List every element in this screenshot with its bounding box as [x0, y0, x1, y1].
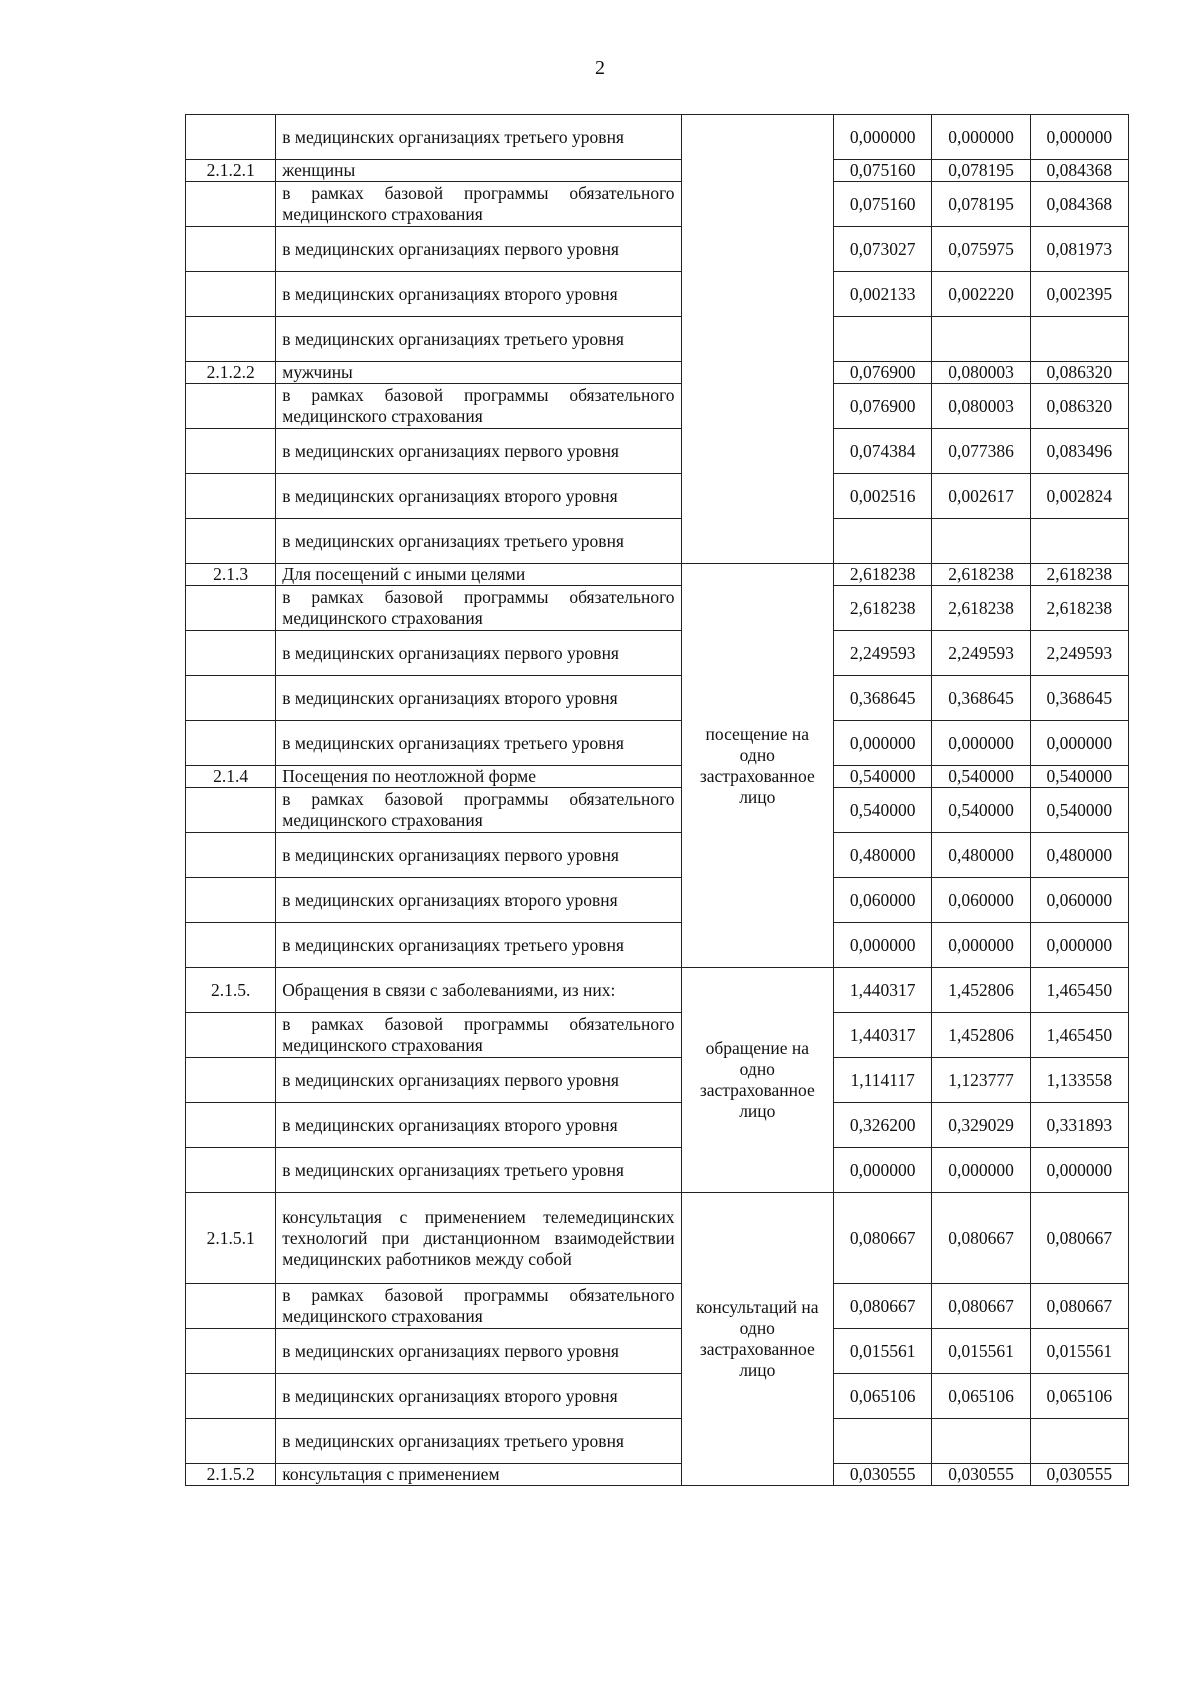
row-name: в медицинских организациях первого уровня: [276, 1329, 681, 1374]
value-cell-3: 0,083496: [1030, 429, 1128, 474]
value-cell-2: 0,060000: [932, 878, 1030, 923]
value-cell-2: 0,368645: [932, 676, 1030, 721]
row-name: в медицинских организациях третьего уровня: [276, 923, 681, 968]
value-cell-2: 0,080003: [932, 362, 1030, 384]
table-row: [186, 968, 1129, 1013]
value-cell-3: 0,065106: [1030, 1374, 1128, 1419]
value-cell-1: 1,440317: [834, 1013, 932, 1058]
value-cell-1: 0,080667: [834, 1193, 932, 1284]
value-cell-3: 0,540000: [1030, 766, 1128, 788]
value-cell-1: 0,076900: [834, 384, 932, 429]
value-cell-3: 0,080667: [1030, 1284, 1128, 1329]
row-name: в рамках базовой программы обязательного медицинского страхования: [276, 586, 681, 631]
row-number: [186, 474, 276, 519]
value-cell-2: 2,618238: [932, 564, 1030, 586]
row-name: в рамках базовой программы обязательного медицинского страхования: [276, 788, 681, 833]
value-cell-2: 0,015561: [932, 1329, 1030, 1374]
value-cell-3: 0,002395: [1030, 272, 1128, 317]
value-cell-1: 0,480000: [834, 833, 932, 878]
value-cell-1: 0,368645: [834, 676, 932, 721]
table-row: [186, 115, 1129, 160]
value-cell-1: 1,114117: [834, 1058, 932, 1103]
row-name: в медицинских организациях третьего уровня: [276, 115, 681, 160]
value-cell-2: 0,002617: [932, 474, 1030, 519]
value-cell-1: 2,249593: [834, 631, 932, 676]
value-cell-3: 0,331893: [1030, 1103, 1128, 1148]
value-cell-2: 0,077386: [932, 429, 1030, 474]
value-cell-1: 0,000000: [834, 923, 932, 968]
row-number: [186, 923, 276, 968]
value-cell-3: 0,030555: [1030, 1464, 1128, 1486]
unit-cell: консультаций на одно застрахованное лицо: [681, 1193, 833, 1486]
value-cell-3: 0,015561: [1030, 1329, 1128, 1374]
value-cell-2: 1,123777: [932, 1058, 1030, 1103]
data-table: [185, 114, 1129, 1486]
row-number: [186, 384, 276, 429]
value-cell-3: 0,368645: [1030, 676, 1128, 721]
value-cell-3: 2,249593: [1030, 631, 1128, 676]
value-cell-3: 1,465450: [1030, 1013, 1128, 1058]
row-number: [186, 1374, 276, 1419]
row-number: [186, 1103, 276, 1148]
value-cell-1: 0,073027: [834, 227, 932, 272]
value-cell-1: 0,075160: [834, 182, 932, 227]
table-row: [186, 1329, 1129, 1374]
value-cell-2: 0,075975: [932, 227, 1030, 272]
table-row: [186, 1464, 1129, 1486]
row-name: в медицинских организациях первого уровня: [276, 833, 681, 878]
value-cell-3: 0,000000: [1030, 923, 1128, 968]
row-number: [186, 1013, 276, 1058]
row-name: Для посещений с иными целями: [276, 564, 681, 586]
value-cell-1: [834, 519, 932, 564]
value-cell-3: 0,086320: [1030, 384, 1128, 429]
value-cell-2: 0,000000: [932, 115, 1030, 160]
row-name: женщины: [276, 160, 681, 182]
table-row: [186, 1058, 1129, 1103]
value-cell-1: 0,065106: [834, 1374, 932, 1419]
row-number: [186, 1058, 276, 1103]
row-name: в медицинских организациях второго уровня: [276, 272, 681, 317]
row-name: в медицинских организациях второго уровня: [276, 1374, 681, 1419]
table-row: [186, 631, 1129, 676]
table-row: [186, 182, 1129, 227]
row-number: [186, 631, 276, 676]
value-cell-2: 0,002220: [932, 272, 1030, 317]
row-number: [186, 115, 276, 160]
row-number: 2.1.2.1: [186, 160, 276, 182]
value-cell-2: 0,080667: [932, 1193, 1030, 1284]
row-name: в рамках базовой программы обязательного медицинского страхования: [276, 182, 681, 227]
row-number: [186, 519, 276, 564]
value-cell-1: 0,060000: [834, 878, 932, 923]
value-cell-1: 2,618238: [834, 564, 932, 586]
table-row: [186, 429, 1129, 474]
value-cell-3: 0,000000: [1030, 721, 1128, 766]
value-cell-3: 0,086320: [1030, 362, 1128, 384]
value-cell-2: 0,000000: [932, 1148, 1030, 1193]
row-number: [186, 1148, 276, 1193]
row-name: в медицинских организациях третьего уровня: [276, 519, 681, 564]
value-cell-3: [1030, 519, 1128, 564]
row-number: 2.1.5.2: [186, 1464, 276, 1486]
value-cell-2: 2,249593: [932, 631, 1030, 676]
table-row: [186, 474, 1129, 519]
value-cell-1: 0,075160: [834, 160, 932, 182]
value-cell-1: 0,080667: [834, 1284, 932, 1329]
value-cell-2: [932, 1419, 1030, 1464]
value-cell-2: 0,480000: [932, 833, 1030, 878]
row-number: [186, 721, 276, 766]
value-cell-3: 0,000000: [1030, 115, 1128, 160]
table-row: [186, 1419, 1129, 1464]
row-name: в медицинских организациях третьего уровня: [276, 1419, 681, 1464]
value-cell-3: 0,480000: [1030, 833, 1128, 878]
value-cell-3: 0,000000: [1030, 1148, 1128, 1193]
row-name: в рамках базовой программы обязательного медицинского страхования: [276, 384, 681, 429]
row-name: в медицинских организациях второго уровня: [276, 474, 681, 519]
row-name: мужчины: [276, 362, 681, 384]
value-cell-3: 2,618238: [1030, 564, 1128, 586]
value-cell-2: 0,078195: [932, 160, 1030, 182]
row-number: 2.1.5.1: [186, 1193, 276, 1284]
table-row: [186, 1013, 1129, 1058]
row-number: [186, 1419, 276, 1464]
table-row: [186, 833, 1129, 878]
row-number: 2.1.2.2: [186, 362, 276, 384]
row-name: консультация с применением: [276, 1464, 681, 1486]
value-cell-3: 0,080667: [1030, 1193, 1128, 1284]
table-row: [186, 788, 1129, 833]
row-name: Обращения в связи с заболеваниями, из них:: [276, 968, 681, 1013]
row-number: 2.1.4: [186, 766, 276, 788]
value-cell-1: 0,540000: [834, 788, 932, 833]
table-row: [186, 878, 1129, 923]
row-name: Посещения по неотложной форме: [276, 766, 681, 788]
value-cell-3: 0,540000: [1030, 788, 1128, 833]
row-number: [186, 317, 276, 362]
value-cell-2: 0,078195: [932, 182, 1030, 227]
value-cell-1: 0,002516: [834, 474, 932, 519]
table-row: [186, 1103, 1129, 1148]
value-cell-2: 0,065106: [932, 1374, 1030, 1419]
value-cell-2: 0,080003: [932, 384, 1030, 429]
table-row: [186, 317, 1129, 362]
row-name: в медицинских организациях второго уровня: [276, 878, 681, 923]
row-name: в медицинских организациях третьего уровня: [276, 1148, 681, 1193]
value-cell-3: 0,060000: [1030, 878, 1128, 923]
value-cell-2: 0,000000: [932, 721, 1030, 766]
unit-cell: [681, 115, 833, 564]
row-number: [186, 1284, 276, 1329]
value-cell-1: 2,618238: [834, 586, 932, 631]
table-row: [186, 1193, 1129, 1284]
table-row: [186, 923, 1129, 968]
row-name: в медицинских организациях первого уровня: [276, 1058, 681, 1103]
row-number: [186, 586, 276, 631]
value-cell-2: 1,452806: [932, 968, 1030, 1013]
row-number: [186, 788, 276, 833]
table-row: [186, 721, 1129, 766]
value-cell-1: 0,074384: [834, 429, 932, 474]
row-name: консультация с применением телемедицинских технологий при дистанционном взаимодействии медицинских работников между собой: [276, 1193, 681, 1284]
row-number: [186, 227, 276, 272]
value-cell-3: 0,084368: [1030, 160, 1128, 182]
table-row: [186, 766, 1129, 788]
value-cell-2: 2,618238: [932, 586, 1030, 631]
row-name: в медицинских организациях первого уровня: [276, 631, 681, 676]
value-cell-3: [1030, 1419, 1128, 1464]
value-cell-2: [932, 317, 1030, 362]
row-number: 2.1.3: [186, 564, 276, 586]
value-cell-3: 1,133558: [1030, 1058, 1128, 1103]
row-number: [186, 182, 276, 227]
row-number: [186, 878, 276, 923]
row-name: в рамках базовой программы обязательного медицинского страхования: [276, 1284, 681, 1329]
unit-cell: обращение на одно застрахованное лицо: [681, 968, 833, 1193]
value-cell-1: 0,540000: [834, 766, 932, 788]
page-number: 2: [595, 57, 605, 79]
row-number: [186, 676, 276, 721]
value-cell-1: [834, 1419, 932, 1464]
value-cell-1: [834, 317, 932, 362]
value-cell-3: 2,618238: [1030, 586, 1128, 631]
table-row: [186, 160, 1129, 182]
table-row: [186, 1374, 1129, 1419]
value-cell-2: 0,540000: [932, 766, 1030, 788]
row-number: [186, 1329, 276, 1374]
value-cell-2: 0,329029: [932, 1103, 1030, 1148]
row-number: [186, 272, 276, 317]
value-cell-1: 0,000000: [834, 115, 932, 160]
row-name: в медицинских организациях второго уровня: [276, 1103, 681, 1148]
table-row: [186, 227, 1129, 272]
value-cell-1: 0,000000: [834, 721, 932, 766]
table-row: [186, 384, 1129, 429]
row-name: в медицинских организациях второго уровня: [276, 676, 681, 721]
value-cell-3: 0,081973: [1030, 227, 1128, 272]
value-cell-1: 0,015561: [834, 1329, 932, 1374]
table-row: [186, 676, 1129, 721]
row-number: 2.1.5.: [186, 968, 276, 1013]
value-cell-3: 0,084368: [1030, 182, 1128, 227]
row-name: в медицинских организациях первого уровня: [276, 227, 681, 272]
row-name: в рамках базовой программы обязательного медицинского страхования: [276, 1013, 681, 1058]
table-row: [186, 1284, 1129, 1329]
value-cell-2: 0,080667: [932, 1284, 1030, 1329]
table-row: [186, 564, 1129, 586]
row-name: в медицинских организациях третьего уровня: [276, 721, 681, 766]
value-cell-3: 0,002824: [1030, 474, 1128, 519]
table-row: [186, 272, 1129, 317]
table-row: [186, 519, 1129, 564]
unit-cell: посещение на одно застрахованное лицо: [681, 564, 833, 968]
table-row: [186, 1148, 1129, 1193]
table-row: [186, 586, 1129, 631]
value-cell-1: 1,440317: [834, 968, 932, 1013]
value-cell-1: 0,000000: [834, 1148, 932, 1193]
table-body: [186, 115, 1129, 1486]
row-number: [186, 833, 276, 878]
value-cell-3: 1,465450: [1030, 968, 1128, 1013]
value-cell-1: 0,076900: [834, 362, 932, 384]
value-cell-2: [932, 519, 1030, 564]
row-number: [186, 429, 276, 474]
value-cell-1: 0,326200: [834, 1103, 932, 1148]
value-cell-3: [1030, 317, 1128, 362]
value-cell-2: 0,000000: [932, 923, 1030, 968]
value-cell-1: 0,002133: [834, 272, 932, 317]
row-name: в медицинских организациях первого уровня: [276, 429, 681, 474]
value-cell-2: 1,452806: [932, 1013, 1030, 1058]
row-name: в медицинских организациях третьего уровня: [276, 317, 681, 362]
value-cell-2: 0,030555: [932, 1464, 1030, 1486]
value-cell-1: 0,030555: [834, 1464, 932, 1486]
value-cell-2: 0,540000: [932, 788, 1030, 833]
table-row: [186, 362, 1129, 384]
